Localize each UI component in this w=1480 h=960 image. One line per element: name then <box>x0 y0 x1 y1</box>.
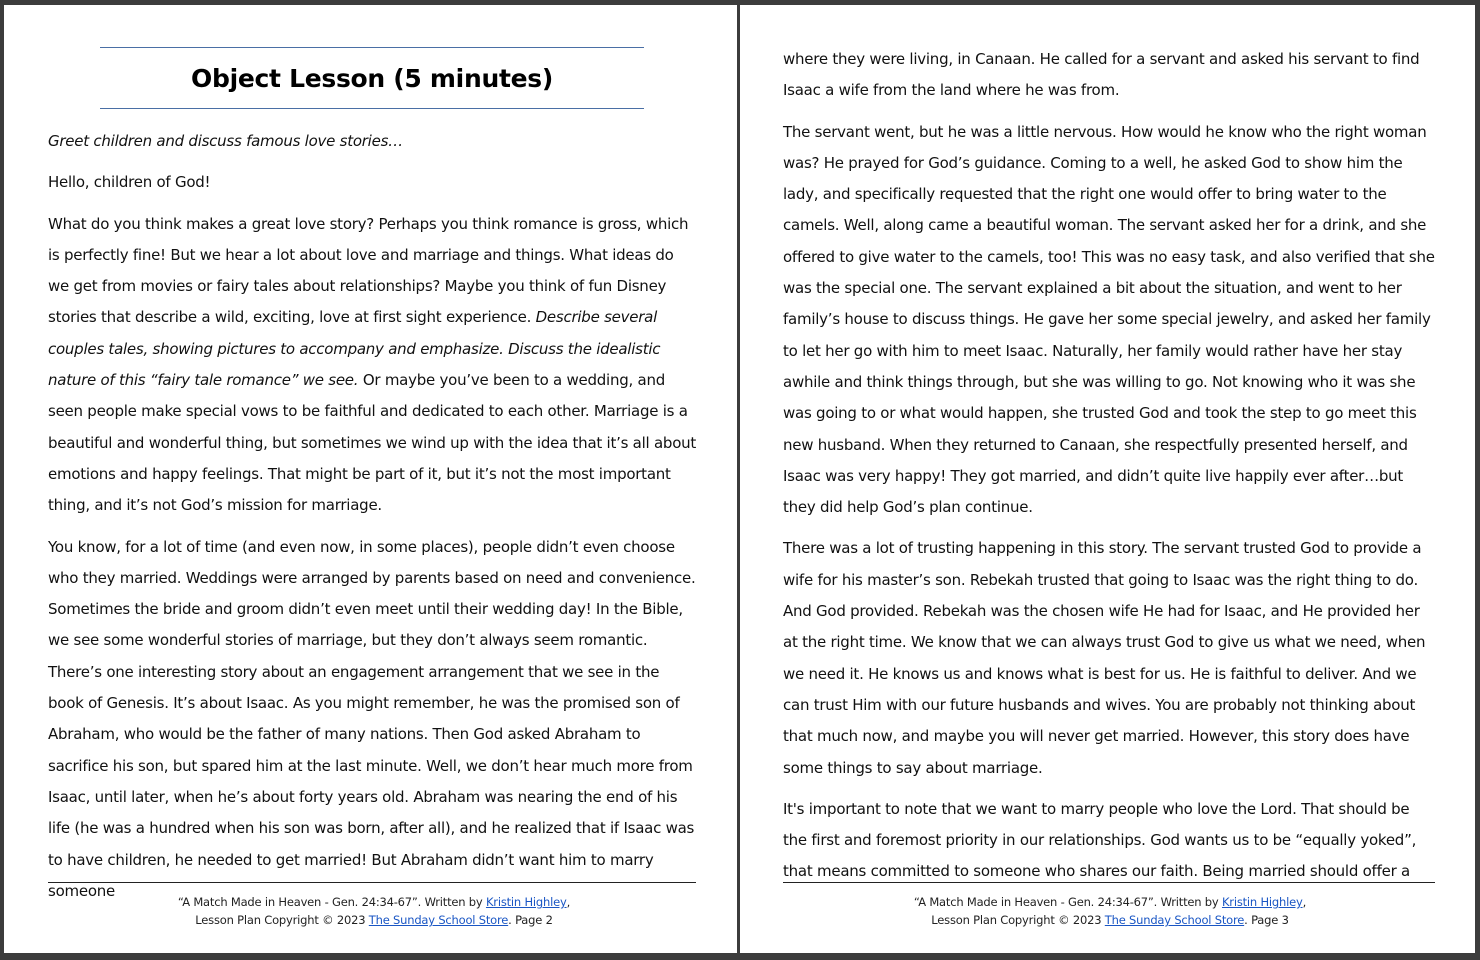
paragraph-equally-yoked: It's important to note that we want to marry people who love the Lord. That should be the first and foremost priority in our relationships. God wants us to be “equally yoked”, that means committed to someone who shares our faith. Being married should offer a <box>783 799 1417 881</box>
paragraph-greeting: Hello, children of God! <box>48 173 211 192</box>
page-number: . Page 3 <box>1244 913 1289 927</box>
instruction-text: Greet children and discuss famous love stories… <box>48 132 403 150</box>
footer-line-1 <box>4 893 744 911</box>
page-3 <box>740 5 1475 953</box>
document-spread <box>4 5 1475 953</box>
paragraph-continuation: where they were living, in Canaan. He called for a servant and asked his servant to find Isaac a wife from the land where he was from. <box>783 50 1420 100</box>
footer-divider <box>48 882 696 883</box>
page-2-body <box>48 126 697 900</box>
paragraph-text: Or maybe you’ve been to a wedding, and seen people make special vows to be faithful and dedicated to each other. Marriage is a beautiful and wonderful thing, but sometimes we wind up with the idea that it’s all about emotions and happy feelings. That might be part of it, but it’s not the most important thing, and it’s not God’s mission for marriage. <box>48 371 697 515</box>
page-number: . Page 2 <box>508 913 553 927</box>
footer-text: Lesson Plan Copyright © 2023 <box>931 913 1105 927</box>
section-title: Object Lesson (5 minutes) <box>191 63 553 93</box>
paragraph-love-story <box>48 209 696 522</box>
author-link[interactable]: Kristin Highley <box>485 895 567 909</box>
paragraph-arranged-marriage: You know, for a lot of time (and even now, in some places), people didn’t even choose who they married. Weddings were arranged by parents based on need and convenience. Sometimes the bride and groom didn’t even meet until their wedding day! In the Bible, we see some wonderful stories of marriage, but they don’t always seem romantic. There’s one interesting story about an engagement arrangement that we see in the book of Genesis. It’s about Isaac. As you might remember, he was the promised son of Abraham, who would be the father of many nations. Then God asked Abraham to sacrifice his son, but spared him at the last minute. Well, we don’t hear much more from Isaac, until later, when he’s about forty years old. Abraham was nearing the end of his life (he was a hundred when his son was born, after all), and he realized that if Isaac was to have children, he needed to get married! But Abraham didn’t want him to marry someone <box>48 537 696 900</box>
page-3-body <box>783 44 1435 880</box>
footer-line-2 <box>740 911 1480 929</box>
footer-text: , <box>1302 895 1307 909</box>
footer-line-2 <box>4 911 744 929</box>
store-link[interactable]: The Sunday School Store <box>1104 913 1245 927</box>
store-link[interactable]: The Sunday School Store <box>368 913 509 927</box>
footer-divider <box>783 882 1435 883</box>
section-heading <box>100 47 644 109</box>
page-footer <box>740 893 1480 929</box>
paragraph-text: What do you think makes a great love story? Perhaps you think romance is gross, which is perfectly fine! But we hear a lot about love and marriage and things. What ideas do we get from movies or fairy tales about relationships? Maybe you think of fun Disney stories that describe a wild, exciting, love at first sight experience. <box>48 214 689 327</box>
footer-text: “A Match Made in Heaven - Gen. 24:34-67”. Written by <box>913 895 1222 909</box>
paragraph-intro <box>48 126 696 157</box>
footer-text: “A Match Made in Heaven - Gen. 24:34-67”. Written by <box>177 895 486 909</box>
page-footer <box>4 893 744 929</box>
footer-line-1 <box>740 893 1480 911</box>
instruction-text: Describe several couples tales, showing pictures to accompany and emphasize. Discuss the idealistic nature of this “fairy tale romance” we see. <box>48 308 661 390</box>
author-link[interactable]: Kristin Highley <box>1221 895 1303 909</box>
footer-text: , <box>566 895 571 909</box>
paragraph-trust: There was a lot of trusting happening in this story. The servant trusted God to provide a wife for his master’s son. Rebekah trusted that going to Isaac was the right thing to do. And God provided. Rebekah was the chosen wife He had for Isaac, and He provided her at the right time. We know that we can always trust God to give us what we need, when we need it. He knows us and knows what is best for us. He is faithful to deliver. And we can trust Him with our future husbands and wives. You are probably not thinking about that much now, and maybe you will never get married. However, this story does have some things to say about marriage. <box>783 539 1426 777</box>
paragraph-servant: The servant went, but he was a little nervous. How would he know who the right woman was? He prayed for God’s guidance. Coming to a well, he asked God to show him the lady, and specifically requested that the right one would offer to bring water to the camels. Well, along came a beautiful woman. The servant asked her for a drink, and she offered to give water to the camels, too! This was no easy task, and also verified that she was the special one. The servant explained a bit about the situation, and went to her family’s house to discuss things. He gave her some special jewelry, and asked her family to let her go with him to meet Isaac. Naturally, her family would rather have her stay awhile and think things through, but she was willing to go. Not knowing who it was she was going to or what would happen, she trusted God and took the step to go meet this new husband. When they returned to Canaan, she respectfully presented herself, and Isaac was very happy! They got married, and didn’t quite live happily ever after…but they did help God’s plan continue. <box>783 122 1435 517</box>
page-2 <box>4 5 737 953</box>
footer-text: Lesson Plan Copyright © 2023 <box>195 913 369 927</box>
